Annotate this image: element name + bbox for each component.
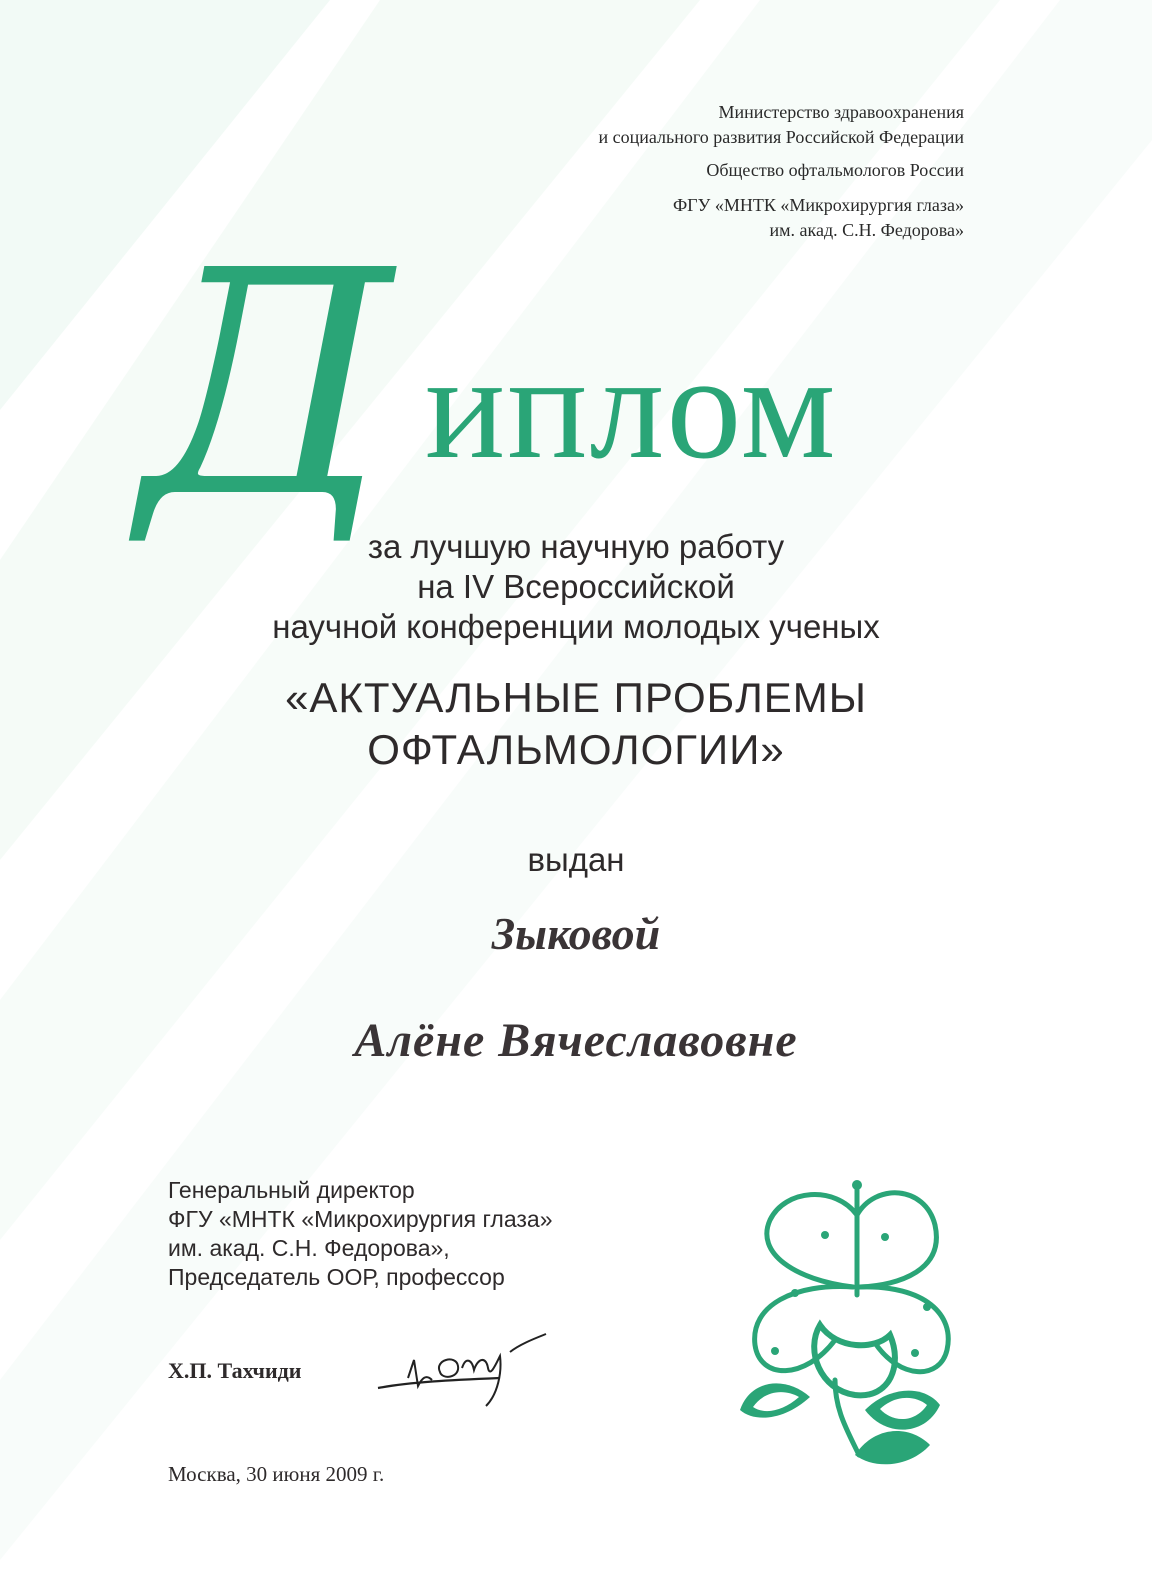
handwritten-signature bbox=[370, 1330, 570, 1410]
org-mntk-line1: ФГУ «МНТК «Микрохирургия глаза» bbox=[672, 195, 964, 215]
org-ministry-line2: и социального развития Российской Федерации bbox=[598, 127, 964, 147]
place-and-date: Москва, 30 июня 2009 г. bbox=[168, 1462, 385, 1486]
title-rest-letters: иплом bbox=[425, 324, 838, 490]
org-ministry-line1: Министерство здравоохранения bbox=[718, 102, 964, 122]
conference-name-line-1: «АКТУАЛЬНЫЕ ПРОБЛЕМЫ bbox=[285, 674, 867, 721]
director-line-2: ФГУ «МНТК «Микрохирургия глаза» bbox=[168, 1206, 553, 1232]
issued-label: выдан bbox=[527, 841, 625, 878]
conference-name bbox=[0, 672, 1152, 776]
director-line-1: Генеральный директор bbox=[168, 1177, 415, 1203]
title-initial-letter: Д bbox=[140, 205, 393, 566]
signer-name: Х.П. Тахчиди bbox=[168, 1358, 302, 1383]
director-line-4: Председатель ООР, профессор bbox=[168, 1264, 505, 1290]
director-line-3: им. акад. С.Н. Федорова», bbox=[168, 1235, 450, 1261]
purpose-line-3: научной конференции молодых ученых bbox=[272, 608, 880, 645]
purpose-line-2: на IV Всероссийской bbox=[417, 568, 735, 605]
org-ophthalmologists-society: Общество офтальмологов России bbox=[706, 160, 964, 180]
recipient-surname: Зыковой bbox=[491, 908, 661, 959]
recipient-given-names: Алёне Вячеславовне bbox=[354, 1014, 798, 1067]
flower-emblem-icon bbox=[725, 1175, 965, 1465]
director-title-block bbox=[168, 1176, 553, 1292]
issuing-organizations bbox=[598, 100, 964, 243]
award-purpose bbox=[0, 527, 1152, 647]
conference-name-line-2: ОФТАЛЬМОЛОГИИ» bbox=[367, 726, 785, 773]
purpose-line-1: за лучшую научную работу bbox=[367, 528, 785, 565]
org-mntk-line2: им. акад. С.Н. Федорова» bbox=[769, 220, 964, 240]
